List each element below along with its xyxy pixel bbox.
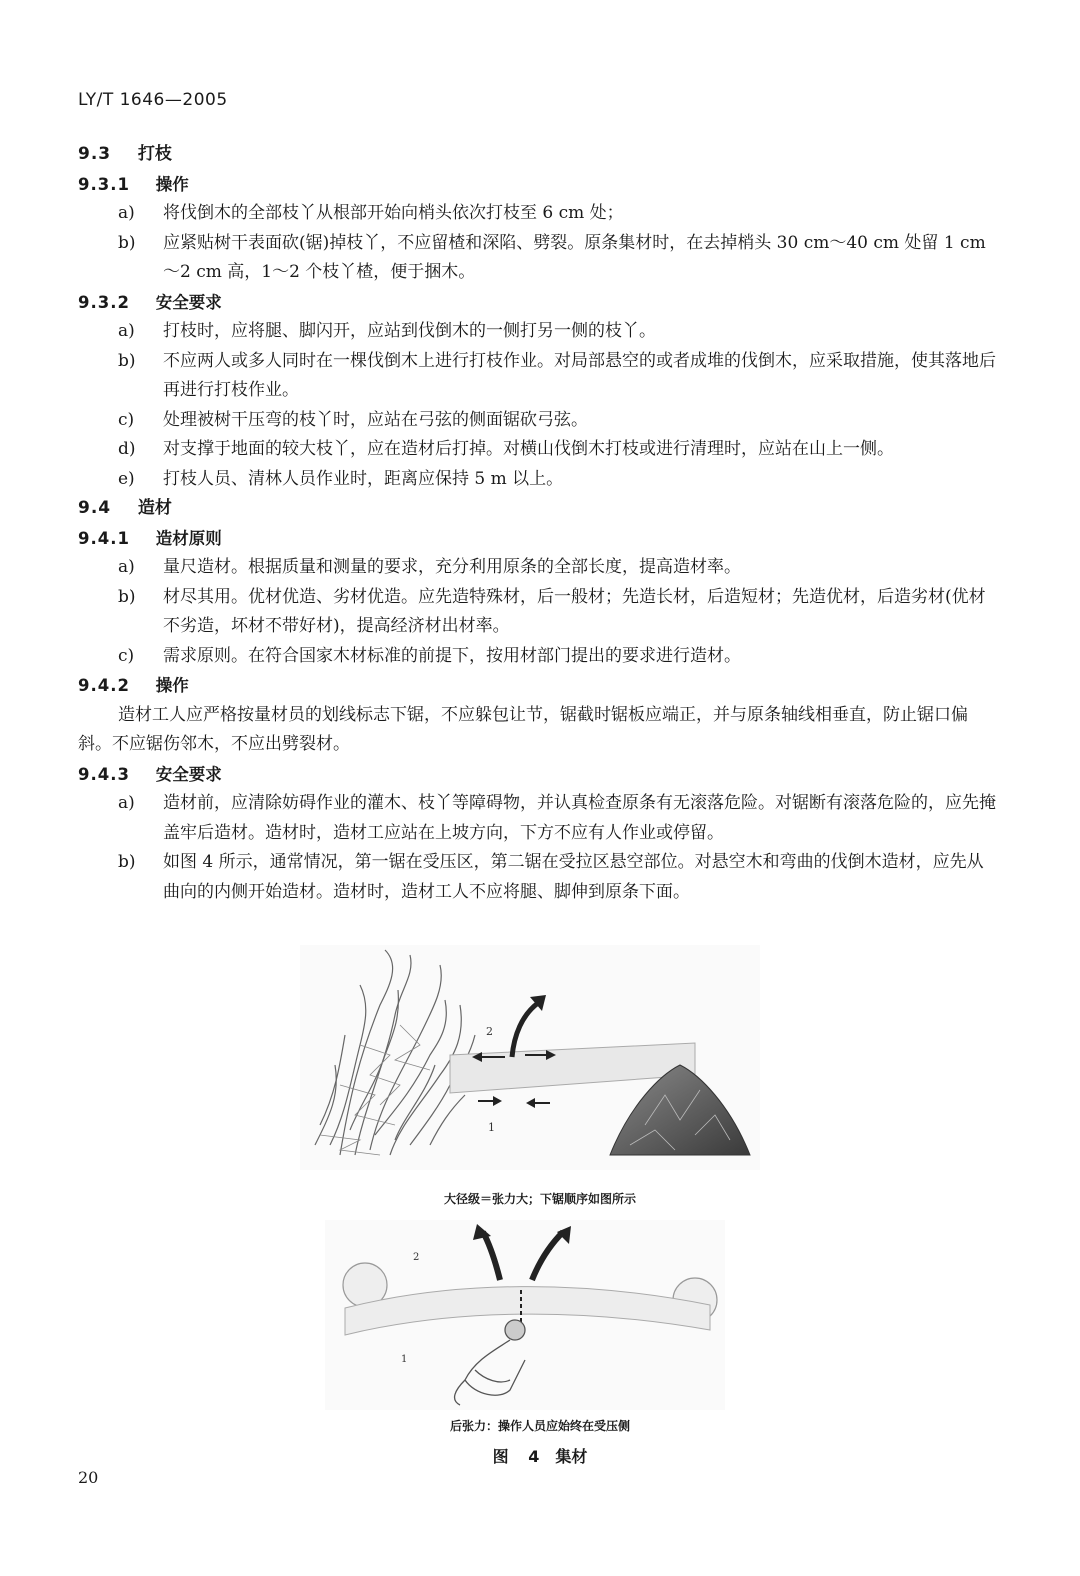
item-text: 材尽其用。优材优造、劣材优造。应先造特殊材，后一般材；先造长材，后造短材；先造优材，后造劣材(优材不劣造，坏材不带好材)，提高经济材出材率。 xyxy=(163,586,986,636)
list-item xyxy=(78,642,998,672)
section-number: 9.4 xyxy=(78,498,112,518)
list-item xyxy=(78,553,998,583)
item-text: 不应两人或多人同时在一棵伐倒木上进行打枝作业。对局部悬空的或者成堆的伐倒木，应采取措施，使其落地后再进行打枝作业。 xyxy=(163,350,996,400)
item-label: a) xyxy=(118,557,135,577)
item-label: c) xyxy=(118,409,135,430)
section-9-3-heading xyxy=(78,140,998,170)
item-label: e) xyxy=(118,468,135,489)
section-title: 打枝 xyxy=(137,144,172,164)
list-item xyxy=(78,317,998,347)
item-text: 打枝时，应将腿、脚闪开，应站到伐倒木的一侧打另一侧的枝丫。 xyxy=(163,321,656,341)
section-number: 9.4.2 xyxy=(78,676,130,695)
figure-title: 图 4 集材 xyxy=(492,1447,588,1466)
section-title: 操作 xyxy=(155,174,189,194)
item-text: 如图 4 所示，通常情况，第一锯在受压区，第二锯在受拉区悬空部位。对悬空木和弯曲的伐倒木造材，应先从曲向的内侧开始造材。造材时，造材工人不应将腿、脚伸到原条下面。 xyxy=(163,852,984,902)
list-item xyxy=(78,406,998,436)
item-label: b) xyxy=(118,586,136,607)
item-text: 将伐倒木的全部枝丫从根部开始向梢头依次打枝至 6 cm 处； xyxy=(163,203,624,223)
figure-bucking-bottom xyxy=(325,1220,725,1410)
list-item xyxy=(78,347,998,406)
item-label: b) xyxy=(118,232,136,253)
page-number: 20 xyxy=(78,1468,99,1487)
cut-label-2: 2 xyxy=(413,1252,420,1263)
body-content xyxy=(78,140,998,907)
list-item xyxy=(78,435,998,465)
section-9-3-2-heading xyxy=(78,288,998,318)
section-9-3-1-heading xyxy=(78,170,998,200)
cut-label-1: 1 xyxy=(488,1121,495,1134)
item-text: 对支撑于地面的较大枝丫，应在造材后打掉。对横山伐倒木打枝或进行清理时，应站在山上一侧。 xyxy=(163,439,894,459)
cut-label-2: 2 xyxy=(486,1025,493,1038)
section-number: 9.3.2 xyxy=(78,292,130,312)
item-label: b) xyxy=(118,350,136,371)
section-9-4-3-heading xyxy=(78,760,998,790)
item-text: 需求原则。在符合国家木材标准的前提下，按用材部门提出的要求进行造材。 xyxy=(163,645,741,666)
paragraph: 造材工人应严格按量材员的划线标志下锯，不应躲包让节，锯截时锯板应端正，并与原条轴线相垂直，防止锯口偏斜。不应锯伤邻木，不应出劈裂材。 xyxy=(78,704,968,754)
section-title: 安全要求 xyxy=(155,764,222,784)
item-text: 处理被树干压弯的枝丫时，应站在弓弦的侧面锯砍弓弦。 xyxy=(163,409,588,430)
figure-caption-bottom: 后张力：操作人员应始终在受压侧 xyxy=(449,1419,630,1433)
item-label: d) xyxy=(118,439,136,459)
figure-bucking-top xyxy=(300,945,760,1170)
section-number: 9.3.1 xyxy=(78,174,130,194)
section-9-4-2-heading xyxy=(78,671,998,701)
section-number: 9.4.3 xyxy=(78,764,130,784)
list-item xyxy=(78,229,998,288)
item-label: c) xyxy=(118,645,135,666)
figure-caption-top: 大径级＝张力大；下锯顺序如图所示 xyxy=(443,1192,636,1206)
item-label: a) xyxy=(118,203,135,223)
section-9-4-1-heading xyxy=(78,524,998,554)
item-text: 打枝人员、清林人员作业时，距离应保持 5 m 以上。 xyxy=(163,468,564,489)
item-label: b) xyxy=(118,852,136,872)
item-text: 造材前，应清除妨碍作业的灌木、枝丫等障碍物，并认真检查原条有无滚落危险。对锯断有滚落危险的，应先掩盖牢后造材。造材时，造材工应站在上坡方向，下方不应有人作业或停留。 xyxy=(163,793,996,843)
item-label: a) xyxy=(118,793,135,813)
item-text: 量尺造材。根据质量和测量的要求，充分利用原条的全部长度，提高造材率。 xyxy=(163,557,741,577)
list-item xyxy=(78,789,998,848)
standard-number: LY/T 1646—2005 xyxy=(78,90,228,110)
cut-label-1: 1 xyxy=(401,1354,408,1365)
list-item xyxy=(78,465,998,495)
item-text: 应紧贴树干表面砍(锯)掉枝丫，不应留楂和深陷、劈裂。原条集材时，在去掉梢头 30 cm～40 cm 处留 1 cm～2 cm 高，1～2 个枝丫楂，便于捆木。 xyxy=(163,232,986,282)
section-title: 造材原则 xyxy=(155,528,222,548)
section-title: 造材 xyxy=(137,498,172,518)
section-number: 9.3 xyxy=(78,144,112,164)
list-item xyxy=(78,848,998,907)
section-number: 9.4.1 xyxy=(78,528,130,548)
item-label: a) xyxy=(118,321,135,341)
section-title: 操作 xyxy=(155,676,189,695)
list-item xyxy=(78,583,998,642)
list-item xyxy=(78,199,998,229)
section-9-4-heading xyxy=(78,494,998,524)
section-title: 安全要求 xyxy=(155,292,222,312)
